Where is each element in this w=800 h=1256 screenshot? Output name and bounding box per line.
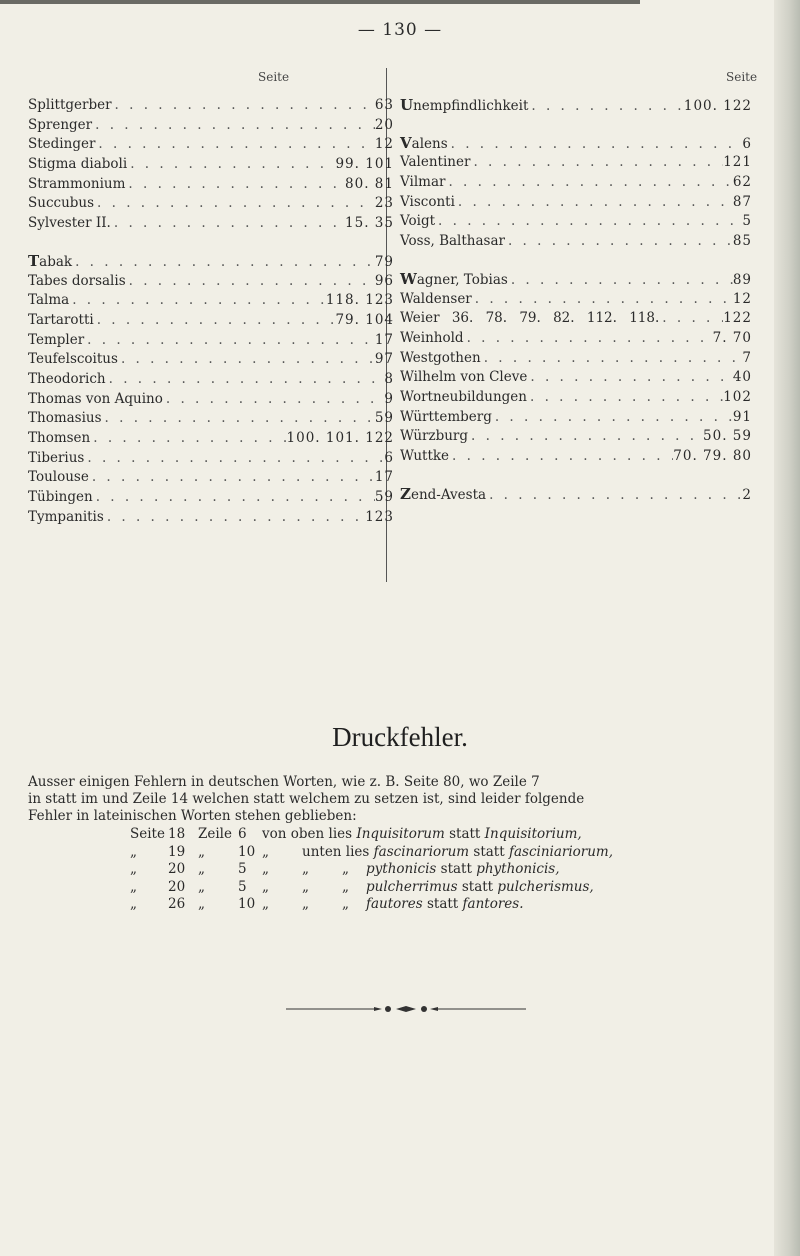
index-entry: Splittgerber . . . 63 [28,96,394,116]
errata-list [130,826,770,914]
errata-entry: „ 20 „ 5 „ „ „ pulcherrimus statt pulcherismus, [130,878,594,895]
index-entry: Vilmar . . . 62 [400,173,752,193]
index-entry: Thomsen . . . 100. 101. 122 [28,429,394,449]
errata-intro [28,774,784,825]
index-entry: Waldenser . . . 12 [400,290,752,310]
index-entry: Visconti . . . 87 [400,193,752,213]
intro-line: Fehler in lateinischen Worten stehen geblieben: [28,808,357,824]
index-left-column [28,96,394,527]
index-entry: Weinhold . . . 7. 70 [400,329,752,349]
left-column-header: Seite [258,70,290,84]
index-entry: Tiberius . . . 6 [28,449,394,469]
right-column-header: Seite [726,70,758,84]
index-entry: Thomasius . . . 59 [28,409,394,429]
index-entry: Thomas von Aquino . . . 9 [28,390,394,410]
index-entry: Westgothen . . . 7 [400,349,752,369]
errata-entry: „ 19 „ 10 „ unten lies fascinariorum statt fasciniariorum, [130,843,614,860]
index-entry: Tympanitis . . . 123 [28,508,394,528]
index-entry: Stedinger . . . 12 [28,135,394,155]
index-entry: Talma . . . 118. 123 [28,291,394,311]
index-entry: Valentiner . . . 121 [400,153,752,173]
index-entry: Toulouse . . . 17 [28,468,394,488]
index-entry: Wilhelm von Cleve . . . 40 [400,368,752,388]
index-entry: Stigma diaboli . . . 99. 101 [28,155,394,175]
index-entry: Tübingen . . . 59 [28,488,394,508]
index-entry: Wagner, Tobias . . . 89 [400,270,752,290]
intro-line: in statt im und Zeile 14 welchen statt welchem zu setzen ist, sind leider folgende [28,791,585,807]
index-entry: Templer . . . 17 [28,331,394,351]
index-entry: Weier 36. 78. 79. 82. 112. 118. . . . 122 [400,309,752,329]
page-top-edge [0,0,640,4]
errata-entry: „ 26 „ 10 „ „ „ fautores statt fantores. [130,896,524,913]
errata-title: Druckfehler. [332,722,468,752]
index-entry: Wuttke . . . 70. 79. 80 [400,447,752,467]
ornament-divider [286,1003,526,1015]
index-entry: Succubus . . . 23 [28,194,394,214]
index-entry: Wortneubildungen . . . 102 [400,388,752,408]
index-entry: Voigt . . . 5 [400,212,752,232]
index-entry: Tabak . . . 79 [28,252,394,272]
index-entry: Tartarotti . . . 79. 104 [28,311,394,331]
index-entry: Unempfindlichkeit . . . 100. 122 [400,96,752,116]
index-entry: Tabes dorsalis . . . 96 [28,272,394,292]
index-entry: Sylvester II. . . . 15. 35 [28,214,394,234]
index-entry: Teufelscoitus . . . 97 [28,350,394,370]
errata-entry: „ 20 „ 5 „ „ „ pythonicis statt phythonicis, [130,861,560,878]
index-entry: Voss, Balthasar . . . 85 [400,232,752,252]
errata-entry: Seite 18 Zeile 6 von oben lies Inquisitorum statt Inquisitorium, [130,826,582,842]
index-entry: Strammonium . . . 80. 81 [28,175,394,195]
index-entry: Württemberg . . . 91 [400,408,752,428]
index-entry: Sprenger . . . 20 [28,116,394,136]
index-right-column [400,96,752,504]
index-entry: Zend-Avesta . . . 2 [400,485,752,505]
index-entry: Würzburg . . . 50. 59 [400,427,752,447]
intro-line: Ausser einigen Fehlern in deutschen Worten, wie z. B. Seite 80, wo Zeile 7 [28,774,540,790]
index-entry: Valens . . . 6 [400,134,752,154]
page-number: — 130 — [357,20,443,40]
index-entry: Theodorich . . . 8 [28,370,394,390]
page-right-edge [774,0,800,1256]
